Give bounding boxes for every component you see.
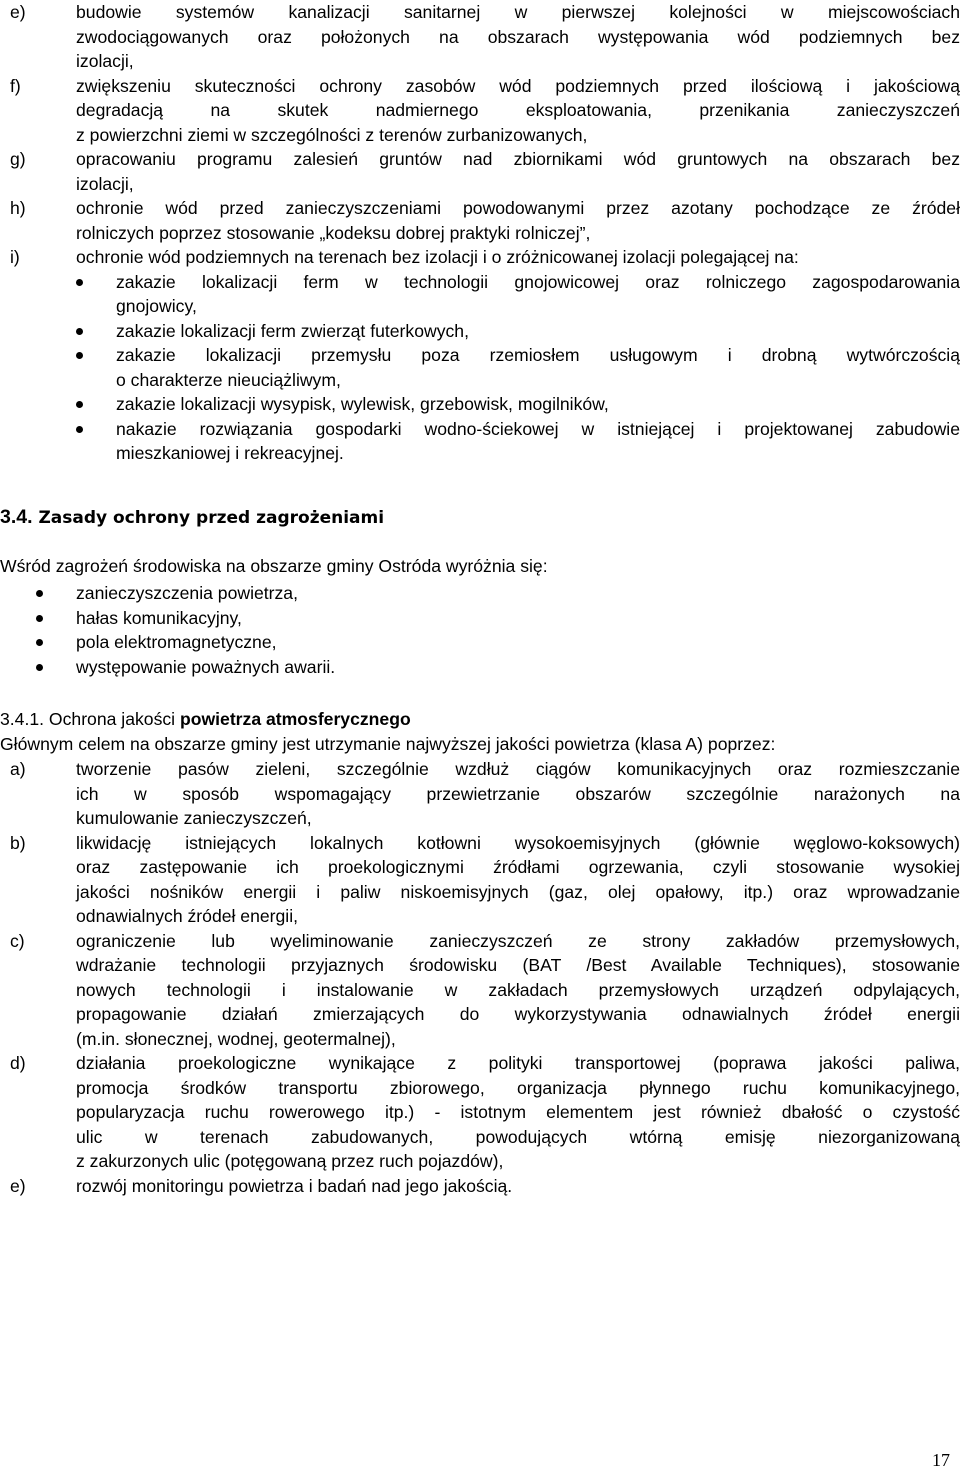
text-line: ochronie wód przed zanieczyszczeniami powodowanymi przez azotany pochodzące ze źródeł [76,198,960,218]
text-line: występowanie poważnych awarii. [76,656,336,677]
bullet-item [10,343,960,392]
text-line: izolacji, [76,51,134,71]
section-heading [0,506,384,529]
list-item-label: e) [10,1175,26,1196]
list-item [10,831,960,929]
bullet-text [76,606,960,631]
bullet-icon [76,401,83,408]
list-item-text [76,1051,960,1174]
list-item-text [76,929,960,1052]
text-line: zwiększeniu skuteczności ochrony zasobów wód podziemnych przed ilościową i jakościową [76,75,960,96]
bullet-icon [76,426,83,433]
list-item [10,757,960,831]
text-line: jakości nośników energii i paliw niskoemisyjnych (gaz, olej opałowy, itp.) oraz wprowadzanie [76,881,960,902]
bullet-item [0,630,960,655]
text-line: ulic w terenach zabudowanych, powodujących wtórną emisję niezorganizowaną [76,1126,960,1147]
bullet-text [76,630,960,655]
text-line: oraz zastępowanie ich proekologicznymi źródłami ogrzewania, czyli stosowanie wysokiej [76,857,960,877]
bullet-icon [76,352,83,359]
text-line: nowych technologii i instalowanie w zakładach przemysłowych urządzeń odpylających, [76,979,960,1000]
section-title: Zasady ochrony przed zagrożeniami [38,508,385,528]
list-item-text [76,196,960,245]
list-item [10,74,960,148]
text-line: pola elektromagnetyczne, [76,632,277,652]
text-line: ochronie wód podziemnych na terenach bez izolacji i o zróżnicowanej izolacji polegającej na: [76,247,799,267]
bullet-icon [76,328,83,335]
bullet-text [76,581,960,606]
section-number: 3.4. [0,506,33,528]
text-line: ograniczenie lub wyeliminowanie zanieczyszczeń ze strony zakładów przemysłowych, [76,930,960,951]
list-item-label: g) [10,149,26,169]
list-item-label: i) [10,247,20,267]
text-line: z zakurzonych ulic (potęgowaną przez ruch pojazdów), [76,1151,504,1171]
text-line: zakazie lokalizacji ferm zwierząt futerkowych, [116,320,469,341]
text-line: izolacji, [76,173,134,194]
text-line: promocja środków transportu zbiorowego, organizacja płynnego ruchu komunikacyjnego, [76,1077,960,1098]
list-item-label: b) [10,832,26,853]
bullet-item [10,270,960,319]
list-item-text [76,831,960,929]
list-item-label: c) [10,930,25,951]
list-item-label: a) [10,759,26,779]
text-line: likwidację istniejących lokalnych kotłowni wysokoemisyjnych (głównie węglowo-koksowych) [76,832,960,853]
text-line: nakazie rozwiązania gospodarki wodno-ściekowej w istniejącej i projektowanej zabudowie [116,418,960,439]
list-item-text [76,1174,960,1199]
list-item-text [76,245,960,270]
bullet-item [10,392,960,417]
sub-bullet-list [10,270,960,466]
bullet-text [116,270,960,319]
air-protection-list [10,757,960,1198]
text-line: rozwój monitoringu powietrza i badań nad jego jakością. [76,1175,513,1196]
text-line: hałas komunikacyjny, [76,607,242,628]
bullet-icon [76,279,83,286]
text-line: zanieczyszczenia powietrza, [76,583,298,603]
bullet-item [0,581,960,606]
bullet-text [116,392,960,417]
text-line: gnojowicy, [116,296,197,316]
list-item [10,147,960,196]
list-item-text [76,74,960,148]
list-item [10,1051,960,1174]
threats-list [0,581,960,679]
bullet-icon [36,664,43,671]
text-line: działania proekologiczne wynikające z polityki transportowej (poprawa jakości paliwa, [76,1053,960,1073]
bullet-item [10,417,960,466]
list-item-text [76,0,960,74]
list-item [10,0,960,74]
subsection-title-plain: Ochrona jakości [48,709,176,729]
bullet-text [116,417,960,466]
text-line: odnawialnych źródeł energii, [76,906,299,926]
bullet-text [116,343,960,392]
list-item [10,245,960,270]
list-item [10,929,960,1052]
section-intro: Wśród zagrożeń środowiska na obszarze gminy Ostróda wyróżnia się: [0,556,548,576]
text-line: popularyzacja ruchu rowerowego itp.) - istotnym elementem jest również dbałość o czystość [76,1102,960,1122]
text-line: zakazie lokalizacji wysypisk, wylewisk, grzebowisk, mogilników, [116,394,609,414]
text-line: zakazie lokalizacji przemysłu poza rzemiosłem usługowym i drobną wytwórczością [116,345,960,365]
list-item [10,1174,960,1199]
list-item-label: d) [10,1053,26,1073]
text-line: opracowaniu programu zalesień gruntów nad zbiornikami wód gruntowych na obszarach bez [76,149,960,169]
bullet-item [0,606,960,631]
subsection-heading [0,707,411,732]
bullet-icon [36,639,43,646]
subsection-title-bold: powietrza atmosferycznego [179,709,411,729]
water-protection-list [10,0,960,466]
text-line: tworzenie pasów zieleni, szczególnie wzdłuż ciągów komunikacyjnych oraz rozmieszczanie [76,759,960,779]
text-line: wdrażanie technologii przyjaznych środowisku (BAT /Best Available Techniques), stosowanie [76,955,960,975]
list-item-text [76,147,960,196]
bullet-item [0,655,960,680]
list-item-label: h) [10,198,26,218]
bullet-item [10,319,960,344]
list-item-label: f) [10,75,21,96]
bullet-icon [36,590,43,597]
text-line: budowie systemów kanalizacji sanitarnej w pierwszej kolejności w miejscowościach [76,2,960,22]
subsection-number: 3.4.1. [0,709,45,729]
bullet-icon [36,615,43,622]
page-number: 17 [932,1450,950,1470]
bullet-text [116,319,960,344]
text-line: mieszkaniowej i rekreacyjnej. [116,443,344,463]
text-line: (m.in. słonecznej, wodnej, geotermalnej), [76,1028,396,1049]
text-line: rolniczych poprzez stosowanie „kodeksu dobrej praktyki rolniczej”, [76,222,591,243]
text-line: zakazie lokalizacji ferm w technologii gnojowicowej oraz rolniczego zagospodarowania [116,271,960,292]
text-line: kumulowanie zanieczyszczeń, [76,808,312,828]
text-line: propagowanie działań zmierzających do wykorzystywania odnawialnych źródeł energii [76,1004,960,1024]
text-line: degradacją na skutek nadmiernego eksploatowania, przenikania zanieczyszczeń [76,100,960,120]
list-item-text [76,757,960,831]
text-line: z powierzchni ziemi w szczególności z terenów zurbanizowanych, [76,124,588,145]
text-line: zwodociągowanych oraz położonych na obszarach występowania wód podziemnych bez [76,26,960,47]
text-line: ich w sposób wspomagający przewietrzanie obszarów szczególnie narażonych na [76,783,960,804]
bullet-text [76,655,960,680]
list-item [10,196,960,245]
list-item-label: e) [10,2,26,22]
subsection-intro: Głównym celem na obszarze gminy jest utrzymanie najwyższej jakości powietrza (klasa A) poprzez: [0,734,776,754]
text-line: o charakterze nieuciążliwym, [116,369,341,390]
